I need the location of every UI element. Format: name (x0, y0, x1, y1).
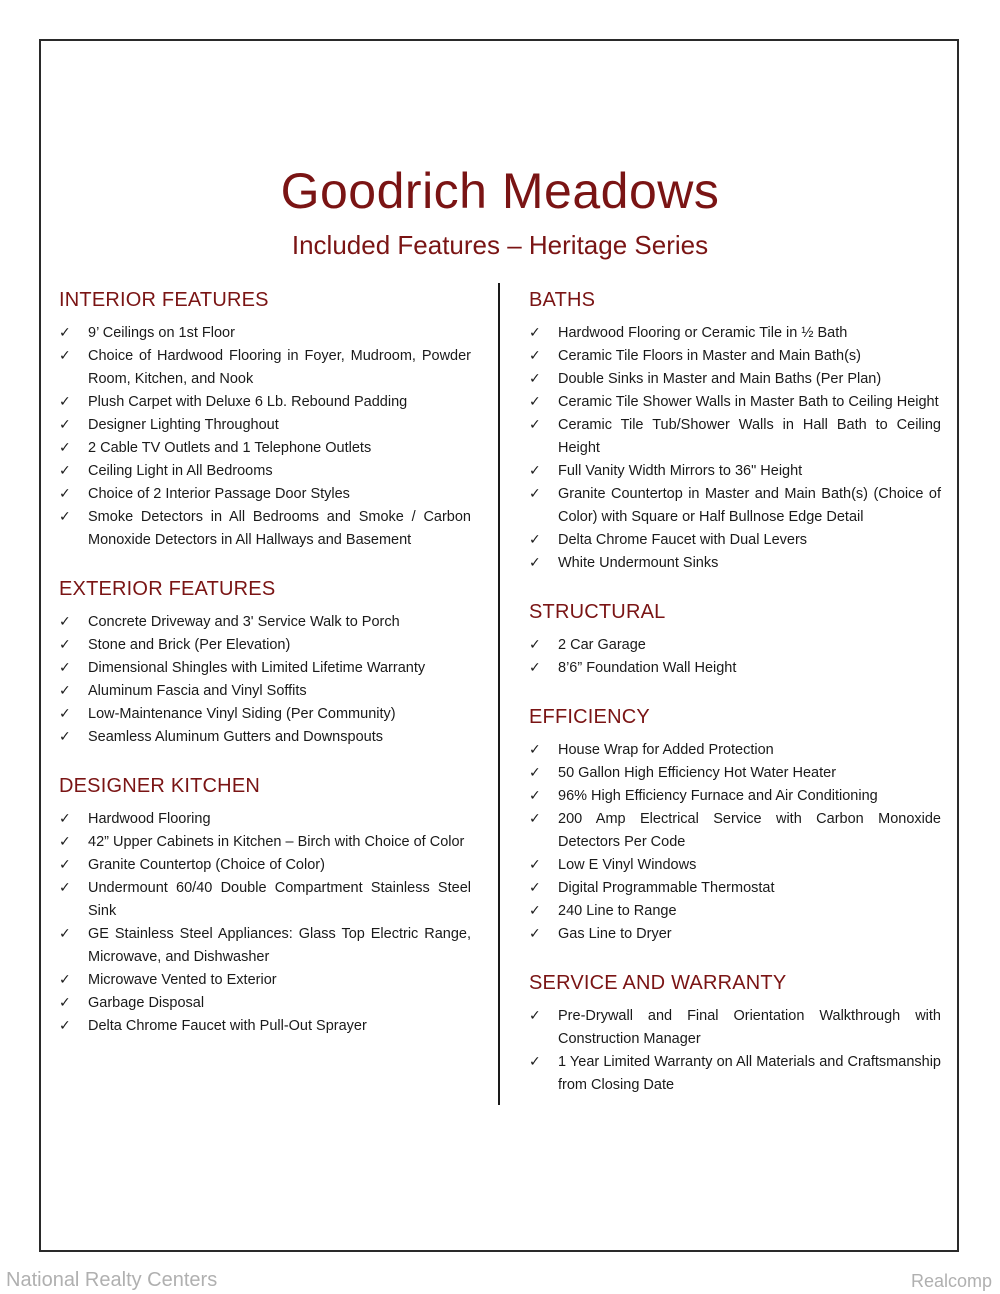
feature-text: Double Sinks in Master and Main Baths (Per Plan) (558, 371, 882, 387)
checkmark-icon: ✓ (529, 532, 541, 548)
checkmark-icon: ✓ (59, 706, 71, 722)
checkmark-icon: ✓ (59, 394, 71, 410)
feature-list (529, 1005, 941, 1097)
checkmark-icon: ✓ (59, 972, 71, 988)
feature-text: Dimensional Shingles with Limited Lifetime Warranty (88, 660, 426, 676)
feature-item (59, 680, 471, 703)
feature-item (529, 1005, 941, 1051)
feature-text: Gas Line to Dryer (558, 926, 672, 942)
feature-text: Delta Chrome Faucet with Dual Levers (558, 532, 808, 548)
feature-item (529, 877, 941, 900)
section-heading: BATHS (529, 289, 596, 311)
checkmark-icon: ✓ (59, 926, 71, 942)
checkmark-icon: ✓ (529, 903, 541, 919)
feature-text: Digital Programmable Thermostat (558, 880, 775, 896)
checkmark-icon: ✓ (529, 348, 541, 364)
feature-item (529, 345, 941, 368)
feature-item (529, 634, 941, 657)
feature-text: 42” Upper Cabinets in Kitchen – Birch with Choice of Color (88, 834, 465, 850)
left-column (59, 286, 471, 1061)
feature-item (59, 992, 471, 1015)
feature-text: Aluminum Fascia and Vinyl Soffits (88, 683, 307, 699)
feature-list (529, 322, 941, 575)
checkmark-icon: ✓ (59, 660, 71, 676)
section-heading: EXTERIOR FEATURES (59, 578, 276, 600)
feature-text: Ceramic Tile Shower Walls in Master Bath to Ceiling Height (558, 394, 939, 410)
feature-text: 1 Year Limited Warranty on All Materials and Craftsmanship from Closing Date (558, 1054, 941, 1093)
checkmark-icon: ✓ (59, 486, 71, 502)
feature-item (59, 460, 471, 483)
feature-item (529, 1051, 941, 1097)
feature-text: White Undermount Sinks (558, 555, 719, 571)
checkmark-icon: ✓ (59, 637, 71, 653)
feature-text: 2 Cable TV Outlets and 1 Telephone Outlets (88, 440, 372, 456)
section-heading: STRUCTURAL (529, 601, 666, 623)
checkmark-icon: ✓ (59, 880, 71, 896)
checkmark-icon: ✓ (59, 417, 71, 433)
checkmark-icon: ✓ (59, 614, 71, 630)
checkmark-icon: ✓ (529, 765, 541, 781)
feature-item (529, 414, 941, 460)
feature-item (59, 1015, 471, 1038)
section-efficiency (529, 703, 941, 946)
section-heading: SERVICE AND WARRANTY (529, 972, 787, 994)
checkmark-icon: ✓ (529, 660, 541, 676)
feature-text: 240 Line to Range (558, 903, 677, 919)
feature-list (529, 739, 941, 946)
feature-text: Plush Carpet with Deluxe 6 Lb. Rebound Padding (88, 394, 408, 410)
checkmark-icon: ✓ (59, 1018, 71, 1034)
feature-list (59, 808, 471, 1038)
feature-item (59, 854, 471, 877)
feature-text: Pre-Drywall and Final Orientation Walkthrough with Construction Manager (558, 1008, 941, 1047)
checkmark-icon: ✓ (529, 1008, 541, 1024)
checkmark-icon: ✓ (529, 857, 541, 873)
feature-item (59, 808, 471, 831)
feature-text: Ceramic Tile Tub/Shower Walls in Hall Bath to Ceiling Height (558, 417, 941, 456)
feature-text: Concrete Driveway and 3' Service Walk to Porch (88, 614, 400, 630)
feature-text: Undermount 60/40 Double Compartment Stainless Steel Sink (88, 880, 471, 919)
feature-text: Choice of 2 Interior Passage Door Styles (88, 486, 350, 502)
feature-item (529, 785, 941, 808)
feature-text: Designer Lighting Throughout (88, 417, 279, 433)
feature-text: Full Vanity Width Mirrors to 36" Height (558, 463, 803, 479)
checkmark-icon: ✓ (529, 742, 541, 758)
section-designer-kitchen (59, 772, 471, 1038)
checkmark-icon: ✓ (529, 486, 541, 502)
feature-item (529, 460, 941, 483)
feature-text: Microwave Vented to Exterior (88, 972, 277, 988)
right-column (529, 286, 941, 1120)
feature-item (59, 657, 471, 680)
feature-text: 50 Gallon High Efficiency Hot Water Heater (558, 765, 837, 781)
feature-item (529, 529, 941, 552)
checkmark-icon: ✓ (529, 880, 541, 896)
feature-item (529, 808, 941, 854)
feature-text: 96% High Efficiency Furnace and Air Conditioning (558, 788, 878, 804)
section-heading: DESIGNER KITCHEN (59, 775, 261, 797)
checkmark-icon: ✓ (529, 325, 541, 341)
checkmark-icon: ✓ (59, 857, 71, 873)
feature-item (529, 739, 941, 762)
feature-text: Hardwood Flooring or Ceramic Tile in ½ Bath (558, 325, 848, 341)
checkmark-icon: ✓ (59, 729, 71, 745)
section-heading: EFFICIENCY (529, 706, 650, 728)
checkmark-icon: ✓ (529, 788, 541, 804)
feature-text: 8’6” Foundation Wall Height (558, 660, 737, 676)
feature-text: Choice of Hardwood Flooring in Foyer, Mudroom, Powder Room, Kitchen, and Nook (88, 348, 471, 387)
column-divider (498, 283, 500, 1105)
feature-item (529, 854, 941, 877)
feature-text: GE Stainless Steel Appliances: Glass Top Electric Range, Microwave, and Dishwasher (88, 926, 471, 965)
feature-text: 2 Car Garage (558, 637, 646, 653)
checkmark-icon: ✓ (529, 555, 541, 571)
section-service-and-warranty (529, 969, 941, 1097)
checkmark-icon: ✓ (59, 683, 71, 699)
feature-text: Granite Countertop in Master and Main Bath(s) (Choice of Color) with Square or Half Bullnose Edge Detail (558, 486, 941, 525)
feature-item (59, 726, 471, 749)
feature-item (529, 391, 941, 414)
checkmark-icon: ✓ (59, 440, 71, 456)
feature-item (529, 762, 941, 785)
feature-text: Ceramic Tile Floors in Master and Main Bath(s) (558, 348, 861, 364)
feature-item (529, 657, 941, 680)
feature-item (59, 391, 471, 414)
section-structural (529, 598, 941, 680)
feature-text: Low-Maintenance Vinyl Siding (Per Community) (88, 706, 396, 722)
feature-text: Ceiling Light in All Bedrooms (88, 463, 273, 479)
feature-item (59, 877, 471, 923)
checkmark-icon: ✓ (59, 509, 71, 525)
document-subtitle: Included Features – Heritage Series (291, 230, 709, 260)
checkmark-icon: ✓ (529, 1054, 541, 1070)
feature-item (529, 483, 941, 529)
feature-item (59, 322, 471, 345)
feature-list (529, 634, 941, 680)
section-heading: INTERIOR FEATURES (59, 289, 269, 311)
section-baths (529, 286, 941, 575)
checkmark-icon: ✓ (59, 834, 71, 850)
feature-item (59, 437, 471, 460)
document-title: Goodrich Meadows (280, 163, 720, 219)
checkmark-icon: ✓ (59, 348, 71, 364)
feature-item (59, 506, 471, 552)
feature-list (59, 611, 471, 749)
feature-item (59, 923, 471, 969)
checkmark-icon: ✓ (529, 637, 541, 653)
feature-item (59, 611, 471, 634)
feature-item (59, 414, 471, 437)
feature-text: Granite Countertop (Choice of Color) (88, 857, 325, 873)
feature-text: Smoke Detectors in All Bedrooms and Smoke / Carbon Monoxide Detectors in All Hallways and Basement (88, 509, 471, 548)
feature-item (59, 345, 471, 391)
checkmark-icon: ✓ (529, 463, 541, 479)
section-exterior-features (59, 575, 471, 749)
feature-text: Delta Chrome Faucet with Pull-Out Sprayer (88, 1018, 367, 1034)
feature-text: Hardwood Flooring (88, 811, 211, 827)
checkmark-icon: ✓ (529, 926, 541, 942)
checkmark-icon: ✓ (529, 417, 541, 433)
feature-item (59, 634, 471, 657)
checkmark-icon: ✓ (59, 463, 71, 479)
feature-text: Seamless Aluminum Gutters and Downspouts (88, 729, 383, 745)
watermark-realcomp: Realcomp (910, 1271, 992, 1291)
feature-text: Garbage Disposal (88, 995, 205, 1011)
feature-text: Low E Vinyl Windows (558, 857, 697, 873)
feature-text: 200 Amp Electrical Service with Carbon Monoxide Detectors Per Code (558, 811, 941, 850)
feature-item (529, 923, 941, 946)
feature-text: House Wrap for Added Protection (558, 742, 774, 758)
feature-item (59, 969, 471, 992)
watermark-national-realty-centers: National Realty Centers (6, 1269, 218, 1291)
feature-item (59, 703, 471, 726)
feature-text: 9’ Ceilings on 1st Floor (88, 325, 235, 341)
feature-item (529, 368, 941, 391)
feature-item (529, 552, 941, 575)
section-interior-features (59, 286, 471, 552)
checkmark-icon: ✓ (59, 811, 71, 827)
feature-item (529, 322, 941, 345)
checkmark-icon: ✓ (529, 811, 541, 827)
checkmark-icon: ✓ (529, 394, 541, 410)
feature-item (59, 831, 471, 854)
feature-text: Stone and Brick (Per Elevation) (88, 637, 291, 653)
feature-item (529, 900, 941, 923)
feature-list (59, 322, 471, 552)
checkmark-icon: ✓ (59, 325, 71, 341)
checkmark-icon: ✓ (59, 995, 71, 1011)
checkmark-icon: ✓ (529, 371, 541, 387)
feature-item (59, 483, 471, 506)
